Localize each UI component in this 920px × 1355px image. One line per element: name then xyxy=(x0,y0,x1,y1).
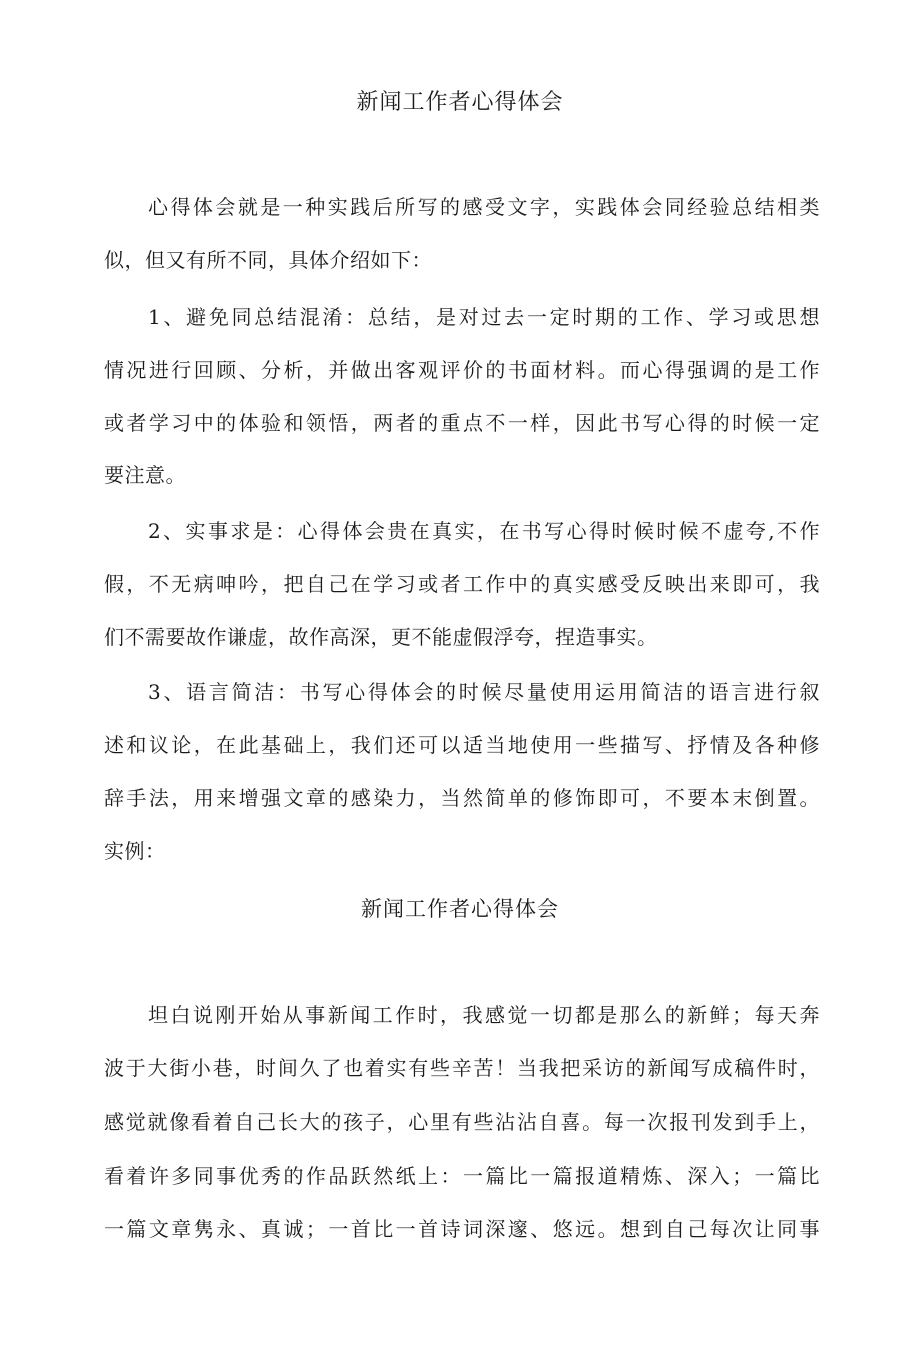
example-label: 实例： xyxy=(104,839,166,863)
point1-line-1: 1、避免同总结混淆：总结，是对过去一定时期的工作、学习或思想 xyxy=(148,305,820,329)
point3-line-3: 辞手法，用来增强文章的感染力，当然简单的修饰即可，不要本末倒置。 xyxy=(104,786,820,810)
example-line-5: 一篇文章隽永、真诚；一首比一首诗词深邃、悠远。想到自己每次让同事 xyxy=(104,1217,820,1241)
document-title: 新闻工作者心得体会 xyxy=(356,90,564,115)
point1-line-2: 情况进行回顾、分析，并做出客观评价的书面材料。而心得强调的是工作 xyxy=(104,358,820,382)
point1-line-3: 或者学习中的体验和领悟，两者的重点不一样，因此书写心得的时候一定 xyxy=(104,411,820,435)
intro-line-1: 心得体会就是一种实践后所写的感受文字，实践体会同经验总结相类 xyxy=(148,195,820,219)
point2-line-1: 2、实事求是：心得体会贵在真实，在书写心得时候时候不虚夸,不作 xyxy=(148,519,820,543)
example-line-1: 坦白说刚开始从事新闻工作时，我感觉一切都是那么的新鲜；每天奔 xyxy=(148,1003,820,1027)
point3-line-2: 述和议论，在此基础上，我们还可以适当地使用一些描写、抒情及各种修 xyxy=(104,733,820,757)
point3-line-1: 3、语言简洁：书写心得体会的时候尽量使用运用简洁的语言进行叙 xyxy=(148,680,820,704)
point2-line-3: 们不需要故作谦虚，故作高深，更不能虚假浮夸，捏造事实。 xyxy=(104,625,658,649)
intro-line-2: 似，但又有所不同，具体介绍如下： xyxy=(104,248,432,272)
example-line-3: 感觉就像看着自己长大的孩子，心里有些沾沾自喜。每一次报刊发到手上， xyxy=(104,1110,820,1134)
example-line-2: 波于大街小巷，时间久了也着实有些辛苦！当我把采访的新闻写成稿件时， xyxy=(104,1056,820,1080)
point2-line-2: 假，不无病呻吟，把自己在学习或者工作中的真实感受反映出来即可，我 xyxy=(104,572,820,596)
example-title: 新闻工作者心得体会 xyxy=(361,897,559,921)
example-line-4: 看着许多同事优秀的作品跃然纸上：一篇比一篇报道精炼、深入；一篇比 xyxy=(104,1164,820,1188)
point1-line-4: 要注意。 xyxy=(104,463,186,487)
